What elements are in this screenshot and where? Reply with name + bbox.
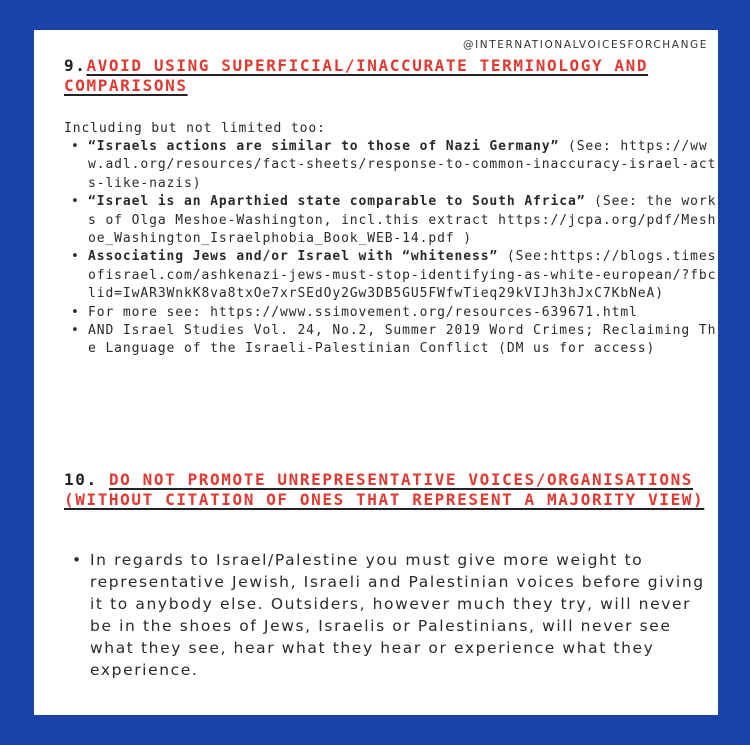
item-text: AND Israel Studies Vol. 24, No.2, Summer 2019 Word Crimes; Reclaiming The Language of the Israeli-Palestinian Conflict (DM us for access) [88,323,717,357]
bullet-icon: • [71,249,80,265]
item-emphasis: Associating Jews and/or Israel with “whiteness” [88,249,499,265]
item-text: In regards to Israel/Palestine you must give more weight to representative Jewish, Israeli and Palestinian voices before giving it to anybody else. Outsiders, however much they try, will never be in the shoes of Jews, Israelis or Palestinians, will never see what they see, hear what they hear or experience what they experience. [90,551,705,679]
section-9-number: 9. [64,56,87,75]
section-9-title: AVOID USING SUPERFICIAL/INACCURATE TERMINOLOGY AND COMPARISONS [64,56,649,95]
account-handle: @INTERNATIONALVOICESFORCHANGE [462,39,708,51]
item-text: (See: https://www.adl.org/resources/fact-sheets/response-to-common-inaccuracy-israel-acts-like-nazis) [88,139,717,191]
section-10-title: DO NOT PROMOTE UNREPRESENTATIVE VOICES/ORGANISATIONS (WITHOUT CITATION OF ONES THAT REPRESENT A MAJORITY VIEW) [64,470,705,509]
section-9-heading [64,56,704,96]
bullet-icon: • [71,139,80,154]
item-text: For more see: https://www.ssimovement.org/resources-639671.html [88,304,638,320]
bullet-icon: • [71,323,80,339]
bullet-icon: • [71,304,80,320]
list-item [71,138,718,193]
item-emphasis: “Israel is an Aparthied state comparable to South Africa” [88,194,586,210]
list-item [71,304,718,322]
section-10-number: 10. [64,470,98,489]
section-10-heading [64,470,714,510]
section-9-intro: Including but not limited too: [64,121,326,136]
list-item [71,322,718,359]
item-text: (See:https://blogs.timesofisrael.com/ashkenazi-jews-must-stop-identifying-as-white-european/?fbclid=IwAR3WnkK8va8txOe7xrSEdOy2Gw3DB5GU5FWfwTieq29kVIJh3hJxC7KbNeA) [88,249,717,302]
bullet-icon: • [72,551,83,569]
item-emphasis: “Israels actions are similar to those of Nazi Germany” [88,139,560,154]
list-item [72,549,718,681]
list-item [71,193,718,248]
bullet-icon: • [71,194,80,210]
list-item [71,248,718,303]
item-text: (See: the works of Olga Meshoe-Washington, incl.this extract https://jcpa.org/pdf/Meshoe_Washington_Israelphobia_Book_WEB-14.pdf ) [88,194,717,247]
section-10-list [64,549,718,681]
section-9-list [64,138,718,359]
content-card [34,30,718,715]
